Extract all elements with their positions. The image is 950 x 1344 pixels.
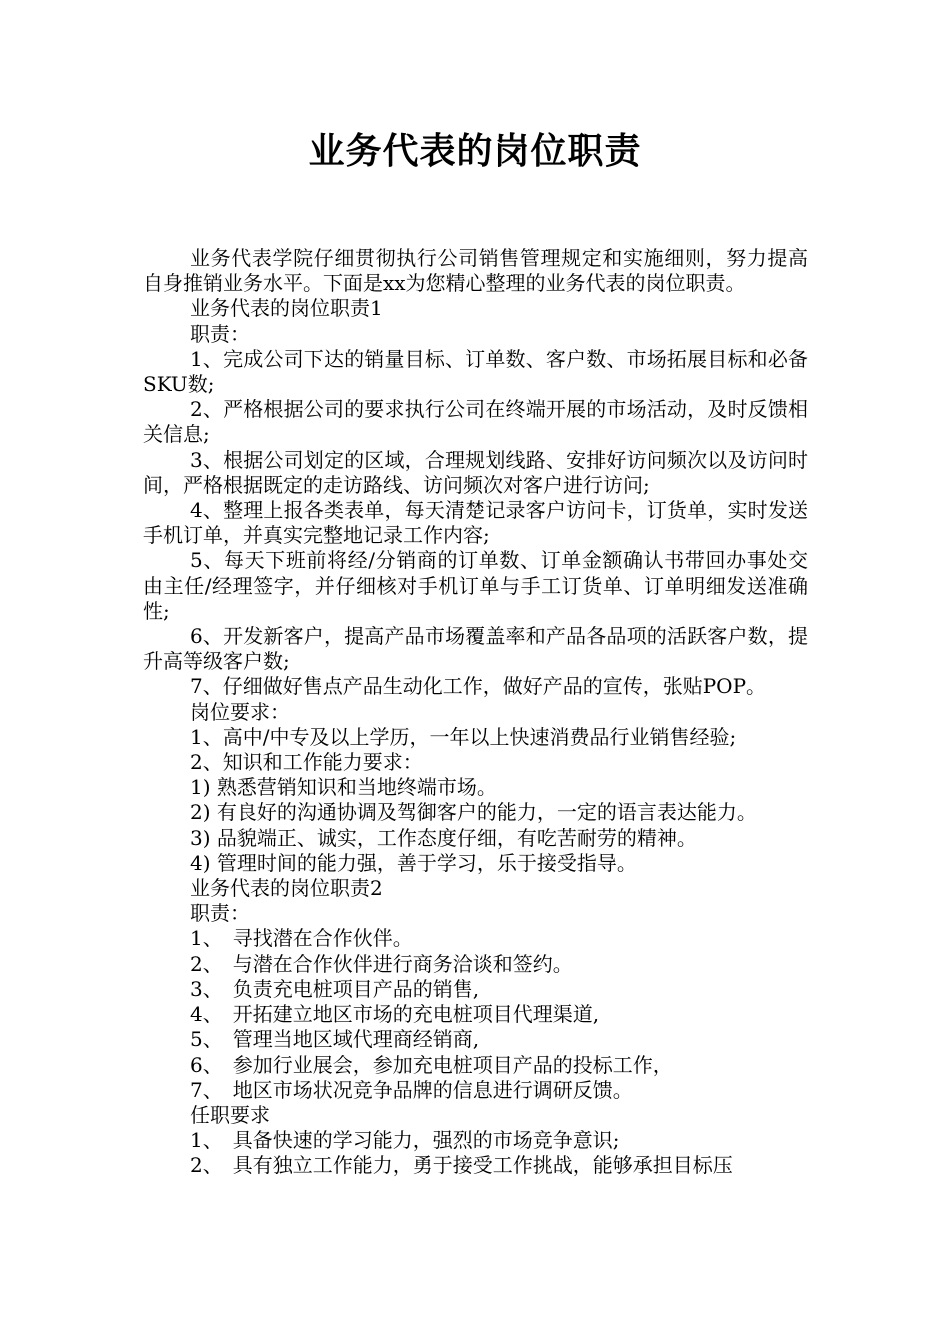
duty-item: 2、严格根据公司的要求执行公司在终端开展的市场活动，及时反馈相关信息; — [143, 397, 808, 447]
document-title: 业务代表的岗位职责 — [308, 131, 642, 172]
requirement-item: 2、 具有独立工作能力，勇于接受工作挑战，能够承担目标压 — [190, 1153, 733, 1178]
duty-item: 1、 寻找潜在合作伙伴。 — [190, 926, 413, 951]
duty-item: 5、每天下班前将经/分销商的订单数、订单金额确认书带回办事处交由主任/经理签字，并仔细核对手机订单与手工订货单、订单明细发送准确性; — [143, 548, 808, 623]
requirement-item: 1、 具备快速的学习能力，强烈的市场竞争意识; — [190, 1128, 620, 1153]
duty-item: 3、根据公司划定的区域，合理规划线路、安排好访问频次以及访问时间，严格根据既定的走访路线、访问频次对客户进行访问; — [143, 447, 808, 497]
requirement-item: 2、知识和工作能力要求： — [190, 750, 423, 775]
duty-item: 4、整理上报各类表单，每天清楚记录客户访问卡，订货单，实时发送手机订单，并真实完整地记录工作内容; — [143, 498, 808, 548]
duty-item: 5、 管理当地区域代理商经销商, — [190, 1027, 480, 1052]
duty-item: 1、完成公司下达的销量目标、订单数、客户数、市场拓展目标和必备SKU数; — [143, 346, 808, 397]
section-heading: 业务代表的岗位职责2 — [190, 876, 383, 901]
section-heading: 业务代表的岗位职责1 — [190, 296, 383, 321]
document-body — [143, 246, 808, 1179]
duty-item: 6、 参加行业展会，参加充电桩项目产品的投标工作， — [190, 1052, 673, 1077]
duties-label: 职责： — [190, 321, 250, 346]
duty-item: 2、 与潜在合作伙伴进行商务洽谈和签约。 — [190, 951, 573, 976]
duties-label: 职责： — [190, 901, 250, 926]
duty-item: 3、 负责充电桩项目产品的销售, — [190, 976, 480, 1001]
requirement-item: 2) 有良好的沟通协调及驾御客户的能力，一定的语言表达能力。 — [190, 800, 757, 825]
requirements-label: 岗位要求： — [190, 699, 290, 724]
intro-paragraph: 业务代表学院仔细贯彻执行公司销售管理规定和实施细则，努力提高自身推销业务水平。下面是xx为您精心整理的业务代表的岗位职责。 — [143, 246, 808, 296]
duty-item: 7、 地区市场状况竞争品牌的信息进行调研反馈。 — [190, 1077, 633, 1102]
requirement-item: 3) 品貌端正、诚实，工作态度仔细，有吃苦耐劳的精神。 — [190, 825, 697, 850]
duty-item: 7、仔细做好售点产品生动化工作，做好产品的宣传，张贴POP。 — [190, 674, 767, 699]
requirement-item: 1、高中/中专及以上学历，一年以上快速消费品行业销售经验; — [190, 724, 737, 749]
requirement-item: 1) 熟悉营销知识和当地终端市场。 — [190, 775, 497, 800]
duty-item: 6、开发新客户，提高产品市场覆盖率和产品各品项的活跃客户数，提升高等级客户数; — [143, 624, 808, 674]
requirement-item: 4) 管理时间的能力强，善于学习，乐于接受指导。 — [190, 850, 637, 875]
requirements-label: 任职要求 — [190, 1102, 270, 1127]
duty-item: 4、 开拓建立地区市场的充电桩项目代理渠道, — [190, 1002, 600, 1027]
